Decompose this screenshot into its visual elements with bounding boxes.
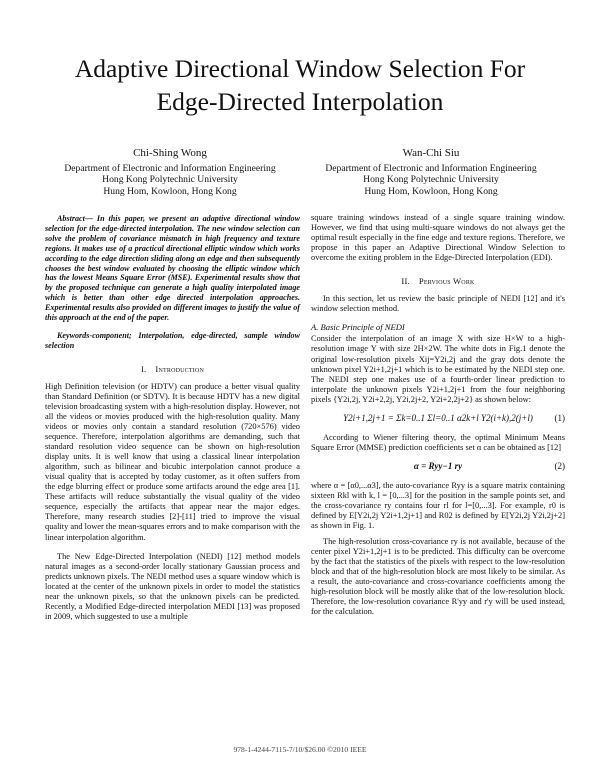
equation-2-number: (2) (554, 460, 565, 471)
keywords: Keywords-component; Interpolation, edge-directed, sample window selection (45, 330, 300, 350)
subsection-heading-a: A. Basic Principle of NEDI (311, 322, 405, 333)
paragraph-nedi-2: According to Wiener filtering theory, the optimal Minimum Means Square Error (MMSE) prediction coefficients set α can be obtained as [12] (311, 432, 565, 452)
author-address: Hung Hom, Kowloon, Hong Kong (364, 185, 498, 197)
page-footer: 978-1-4244-7115-7/10/$26.00 ©2010 IEEE (233, 745, 367, 754)
equation-1 (311, 409, 565, 429)
equation-2 (311, 457, 565, 477)
paragraph-nedi-4: The high-resolution cross-covariance ry is not available, because of the center pixel Y2i+1,2j+1 is to be predicted. This difficulty can be overcome by the fact that the statistics of the pixels with respect to the low-resolution block and that of the high-resolution block are most likely to be similar. As a result, the auto-covariance and cross-covariance coefficients among the high-resolution block will be mostly alike that of the low-resolution block. Therefore, the low-resolution covariance R'yy and r'y will be used instead, for the calculation. (311, 537, 565, 617)
equation-1-number: (1) (554, 412, 565, 423)
title-line-1: Adaptive Directional Window Selection For (74, 54, 526, 83)
paragraph-previous-work: In this section, let us review the basic principle of NEDI [12] and it's window selection method. (311, 294, 565, 314)
paragraph-intro-continued: square training windows instead of a single square training window. However, we find that using multi-square windows do not always get the optimal result especially in the fine edge and texture regions. Therefore, we propose in this paper an Adaptive Directional Window Selection to overcome the exiting problem in the Edge-Directed Interpolation (EDI). (311, 213, 565, 263)
section-number: I. (140, 363, 147, 374)
paragraph-nedi-1: Consider the interpolation of an image X with size H×W to a high-resolution image Y with size 2H×2W. The white dots in Fig.1 denote the original low-resolution pixels Xij=Y2i,2j and the gray dots denote the unknown pixel Y2i+1,2j+1 which is to be estimated by the NEDI step one. The NEDI step one makes use of a fourth-order linear prediction to interpolate the unknown pixels Y2i+1,2j+1 from the four neighboring pixels {Y2i,2j, Y2i+2,2j, Y2i,2j+2, Y2i+2,2j+2} as shown below: (311, 334, 565, 404)
author-name: Wan-Chi Siu (402, 147, 460, 159)
section-heading-introduction (45, 364, 300, 374)
paragraph-nedi-3: where α = [α0,...α3], the auto-covariance Ryy is a square matrix containing sixteen Rkl with k, l = [0,...3] for the position in the sample points set, and the cross-covariance ry contains four rl for l=[0,...3]. For example, r0 is defined by E[Y2i,2j Y2i+1,2j+1] and R02 is defined by E[Y2i,2j Y2i,2j+2] as shown in Fig. 1. (311, 480, 565, 531)
section-number: II. (401, 276, 410, 287)
author-block-1 (45, 148, 295, 197)
paragraph-intro-2: The New Edge-Directed Interpolation (NEDI) [12] method models natural images as a second-order locally stationary Gaussian process and predicts unknown pixels. The NEDI method uses a square window which is located at the center of the unknown pixels in order to model the statistics near the unknown pixels, so that the unknown pixels can be predicted. Recently, a Modified Edge-directed interpolation MEDI [13] was proposed in 2009, which suggested to use a multiple (45, 551, 300, 621)
section-title: Introduction (155, 363, 204, 374)
equation-1-formula: Y2i+1,2j+1 = Σk=0..1 Σl=0..1 α2k+l Y2(i+k),2(j+l) (343, 412, 533, 423)
author-block-2 (306, 148, 556, 197)
author-name: Chi-Shing Wong (133, 147, 207, 159)
author-address: Hung Hom, Kowloon, Hong Kong (103, 185, 237, 197)
title-line-2: Edge-Directed Interpolation (156, 87, 444, 116)
author-department: Department of Electronic and Information Engineering (325, 162, 537, 174)
section-title: Pervious Work (418, 276, 475, 287)
author-department: Department of Electronic and Information Engineering (64, 162, 276, 174)
author-university: Hong Kong Polytechnic University (363, 174, 499, 185)
paragraph-intro-1: High Definition television (or HDTV) can produce a better visual quality than Standard Definition (or SDTV). It is because HDTV has a new digital television broadcasting system with a high-resolution display. However, not all the videos or movies produced with the high-resolution quality. Many videos or movies only contain a standard resolution (720×576) video sequence. Therefore, interpolation algorithms are demanding, such that standard resolution video sequence can be shown on high-resolution display units. It is well know that using a classical linear interpolation algorithm, such as bilinear and bicubic interpolation cannot produce a visual quality that is accepted by today customer, as it often suffers from the edge blurring effect or produce some artifacts around the edge area [1]. These artifacts will reduce substantially the visual quality of the video sequence, especially the artifacts that appear near the major edges. Therefore, many research studies [2]-[11] tried to improve the visual quality and lower the mean-squares errors and to make comparison with the linear interpolation algorithm. (45, 381, 300, 542)
equation-2-formula: α = Ryy−1 ry (413, 460, 463, 471)
author-university: Hong Kong Polytechnic University (102, 174, 238, 185)
paper-title (0, 52, 600, 118)
abstract: Abstract— In this paper, we present an adaptive directional window selection for the edge-directed interpolation. The new window selection can solve the problem of covariance mismatch in high frequency and texture regions. It makes use of a practical directional elliptic window which works according to the edge direction sliding along an edge and then subsequently chooses the best window evaluated by choosing the elliptic window which has the lowest Means Square Error (MSE). Experimental results show that by the proposed technique can generate a high quality interpolated image which is better than other edge directed interpolation approaches. Experimental results also provided on different images to justify the value of this approach at the end of the paper. (45, 214, 300, 323)
left-column (45, 214, 300, 622)
section-heading-previous-work (311, 276, 565, 286)
right-column (311, 213, 565, 617)
